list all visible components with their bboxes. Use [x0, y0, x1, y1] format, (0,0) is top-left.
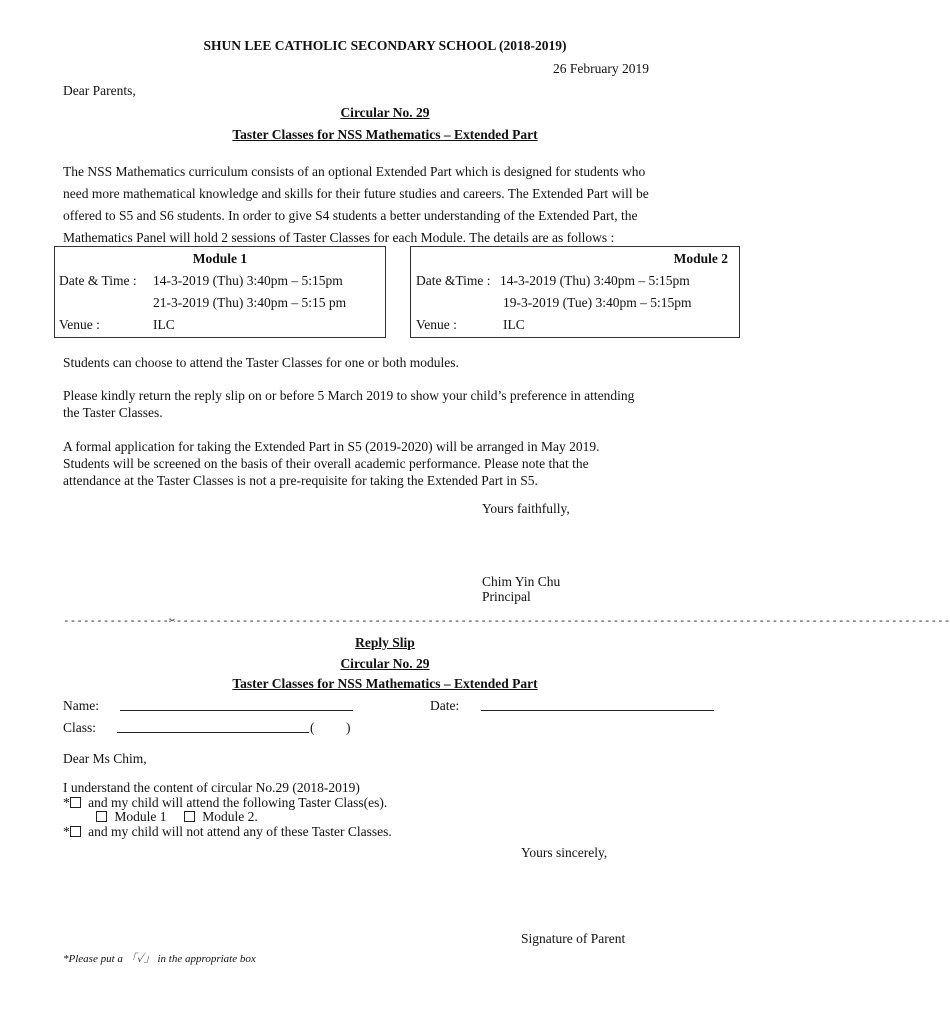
- module-1-checkbox[interactable]: [96, 811, 107, 822]
- module-2-venue: ILC: [503, 317, 525, 332]
- attend-checkbox[interactable]: [70, 797, 81, 808]
- class-number-close: ): [346, 720, 351, 735]
- module-2-datetime-label: Date &Time :: [416, 273, 491, 288]
- asterisk: *: [63, 795, 70, 810]
- module-2-choice-label: Module 2.: [202, 809, 258, 824]
- cut-line: ----------------✂---------------------------------------------------------------------------------------------------------------------: [63, 614, 950, 627]
- module-1-venue: ILC: [153, 317, 175, 332]
- closing-sincerely: Yours sincerely,: [521, 845, 608, 860]
- choose-text: Students can choose to attend the Taster Classes for one or both modules.: [63, 355, 459, 370]
- footnote: *Please put a 「✓」 in the appropriate box: [63, 953, 256, 965]
- intro-line-4: Mathematics Panel will hold 2 sessions of Taster Classes for each Module. The details are as follows :: [63, 230, 615, 245]
- class-field[interactable]: [117, 732, 309, 733]
- date-field[interactable]: [481, 710, 714, 711]
- name-label: Name:: [63, 698, 99, 713]
- return-line-1: Please kindly return the reply slip on or before 5 March 2019 to show your child’s preference in attending: [63, 388, 635, 403]
- asterisk: *: [63, 824, 70, 839]
- signatory-title: Principal: [482, 589, 531, 604]
- letter-date: 26 February 2019: [553, 61, 649, 76]
- circular-number: Circular No. 29: [340, 105, 430, 120]
- module-1-session-1: 14-3-2019 (Thu) 3:40pm – 5:15pm: [153, 273, 343, 288]
- reply-circular-number: Circular No. 29: [340, 656, 430, 671]
- option-not-attend: [63, 824, 392, 840]
- name-field[interactable]: [120, 710, 353, 711]
- module-2-session-2: 19-3-2019 (Tue) 3:40pm – 5:15pm: [503, 295, 692, 310]
- module-1-datetime-label: Date & Time :: [59, 273, 137, 288]
- module-2-checkbox[interactable]: [184, 811, 195, 822]
- option-attend-label: and my child will attend the following Taster Class(es).: [88, 795, 388, 810]
- signatory-name: Chim Yin Chu: [482, 574, 561, 589]
- closing-faithfully: Yours faithfully,: [482, 501, 570, 516]
- module-1-session-2: 21-3-2019 (Thu) 3:40pm – 5:15 pm: [153, 295, 347, 310]
- formal-line-1: A formal application for taking the Extended Part in S5 (2019-2020) will be arranged in May 2019.: [63, 439, 600, 454]
- module-2-session-1: 14-3-2019 (Thu) 3:40pm – 5:15pm: [500, 273, 690, 288]
- return-line-2: the Taster Classes.: [63, 405, 163, 420]
- not-attend-checkbox[interactable]: [70, 826, 81, 837]
- class-label: Class:: [63, 720, 97, 735]
- greeting: Dear Parents,: [63, 83, 136, 98]
- module-2-venue-label: Venue :: [416, 317, 457, 332]
- class-number-open: (: [310, 720, 315, 735]
- parent-signature-label: Signature of Parent: [521, 931, 626, 946]
- intro-line-3: offered to S5 and S6 students. In order to give S4 students a better understanding of the Extended Part, the: [63, 208, 638, 223]
- module-1-title: Module 1: [192, 251, 248, 266]
- reply-circular-subject: Taster Classes for NSS Mathematics – Extended Part: [232, 676, 538, 691]
- understand-text: I understand the content of circular No.29 (2018-2019): [63, 780, 360, 795]
- school-title: SHUN LEE CATHOLIC SECONDARY SCHOOL (2018-2019): [203, 38, 567, 53]
- formal-line-2: Students will be screened on the basis of their overall academic performance. Please note that the: [63, 456, 589, 471]
- module-2-title: Module 2: [673, 251, 728, 266]
- reply-greeting: Dear Ms Chim,: [63, 751, 147, 766]
- circular-subject: Taster Classes for NSS Mathematics – Extended Part: [232, 127, 538, 142]
- option-not-attend-label: and my child will not attend any of these Taster Classes.: [88, 824, 392, 839]
- intro-line-1: The NSS Mathematics curriculum consists of an optional Extended Part which is designed for students who: [63, 164, 646, 179]
- date-label: Date:: [430, 698, 460, 713]
- module-choices: [96, 809, 258, 825]
- module-1-venue-label: Venue :: [59, 317, 100, 332]
- reply-slip-title: Reply Slip: [355, 635, 415, 650]
- module-1-choice-label: Module 1: [114, 809, 167, 824]
- intro-line-2: need more mathematical knowledge and skills for their future studies and careers. The Extended Part will be: [63, 186, 649, 201]
- formal-line-3: attendance at the Taster Classes is not a pre-requisite for taking the Extended Part in S5.: [63, 473, 538, 488]
